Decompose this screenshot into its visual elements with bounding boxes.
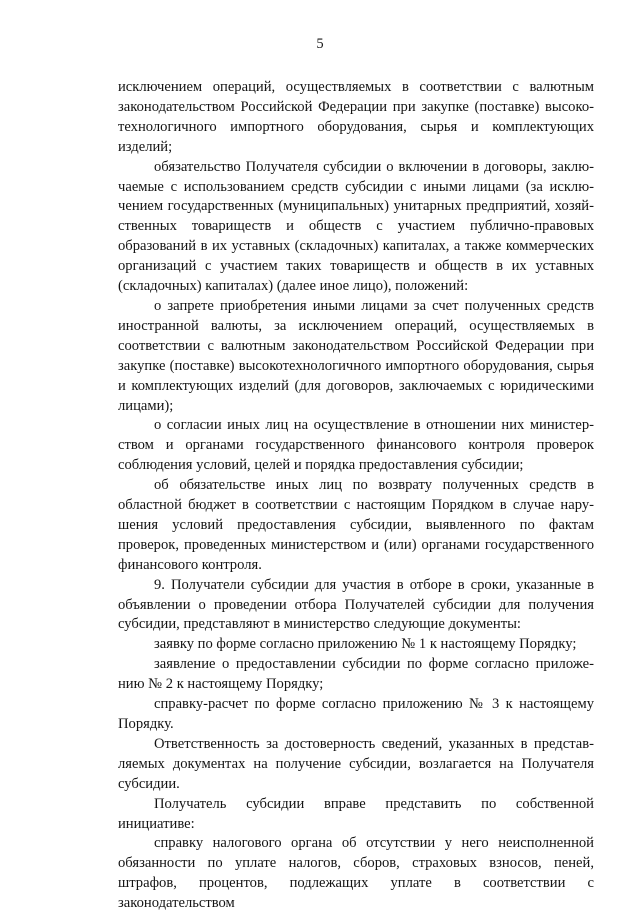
document-body <box>118 78 594 914</box>
paragraph: заявление о предоставлении субсидии по форме согласно приложению № 2 к настоящему Порядку; <box>118 656 594 693</box>
paragraph: об обязательстве иных лиц по возврату полученных средств в областной бюджет в соответствии с настоящим Порядком в случае нарушения условий предоставления субсидии, выявленного по фактам проверок, проведенных министерством и (или) органами государственного финансового контроля. <box>118 477 594 573</box>
paragraph: заявку по форме согласно приложению № 1 к настоящему Порядку; <box>154 636 577 653</box>
paragraph: Ответственность за достоверность сведений, указанных в представляемых документах на получение субсидии, возлагается на Получателя субсидии. <box>118 735 594 792</box>
paragraph: обязательство Получателя субсидии о включении в договоры, заключаемые с использованием средств субсидии с иными лицами (за исключением государственных (муниципальных) унитарных предприятий, хозяйственных товариществ и обществ с участием публично-правовых образований в их уставных (складочных) капиталах, а также коммерческих организаций с участием таких товариществ и обществ в их уставных (складочных) капиталах) (далее иное лицо), положений: <box>118 158 594 295</box>
page-number: 5 <box>316 36 324 52</box>
paragraph: Получатель субсидии вправе представить по собственной инициативе: <box>118 795 594 832</box>
paragraph: о согласии иных лиц на осуществление в отношении них министерством и органами государственного финансового контроля проверок соблюдения условий, целей и порядка предоставления субсидии; <box>118 417 594 474</box>
paragraph: справку-расчет по форме согласно приложению № 3 к настоящему Порядку. <box>118 696 594 732</box>
paragraph: справку налогового органа об отсутствии у него неисполненной обязанности по уплате налогов, сборов, страховых взносов, пеней, штрафов, процентов, подлежащих уплате в соответствии с законодательством <box>118 835 594 912</box>
paragraph: 9. Получатели субсидии для участия в отборе в сроки, указанные в объявлении о проведении отбора Получателей субсидии для получения субсидии, представляют в министерство следующие документы: <box>118 576 594 633</box>
paragraph: о запрете приобретения иными лицами за счет полученных средств иностранной валюты, за исключением операций, осуществляемых в соответствии с валютным законодательством Российской Федерации при закупке (поставке) высокотехнологичного импортного оборудования, сырья и комплектующих изделий (для договоров, заключаемых с юридическими лицами); <box>118 297 594 414</box>
paragraph: исключением операций, осуществляемых в соответствии с валютным законодательством Российской Федерации при закупке (поставке) высокотехнологичного импортного оборудования, сырья и комплектующих изделий; <box>118 79 594 155</box>
